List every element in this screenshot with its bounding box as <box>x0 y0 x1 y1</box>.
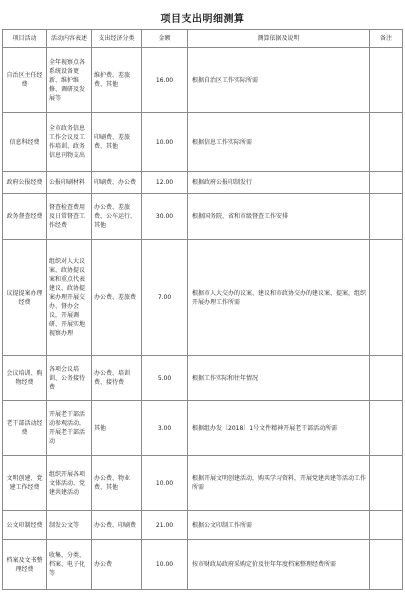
row-note <box>370 540 403 590</box>
header-activity: 项目活动 <box>3 30 47 48</box>
row-content: 全市政务信息工作会议及工作培训、政务信息刊物支出 <box>47 113 92 172</box>
row-category: 维护费、差旅费、其他 <box>92 48 142 113</box>
row-content: 组织开展各项文体活动、党建共建活动 <box>47 456 92 511</box>
row-amount: 7.00 <box>142 240 188 356</box>
row-category: 印刷费、差旅费、其他 <box>92 113 142 172</box>
row-basis: 根据国务院、省和市级督查工作安排 <box>188 194 370 240</box>
row-note <box>370 401 403 456</box>
row-basis: 根据政府公报印制发行 <box>188 172 370 194</box>
row-amount: 10.00 <box>142 456 188 511</box>
table-row <box>3 540 403 590</box>
header-category: 支出经济分类 <box>92 30 142 48</box>
row-content: 开展老干部活动参观活动，开展老干部活动 <box>47 401 92 456</box>
row-amount: 10.00 <box>142 540 188 590</box>
document-title: 项目支出明细测算 <box>160 14 245 25</box>
row-category: 办公费、差旅费、公车运行、其他 <box>92 194 142 240</box>
table-row <box>3 356 403 401</box>
header-content: 活动内容表述 <box>47 30 92 48</box>
row-category: 办公费 <box>92 540 142 590</box>
row-basis: 根据工作实际和往年情况 <box>188 356 370 401</box>
table-row <box>3 456 403 511</box>
row-name: 公文印制经费 <box>3 511 47 540</box>
expense-table <box>2 29 403 590</box>
row-name: 议提提案办理经费 <box>3 240 47 356</box>
row-amount: 10.00 <box>142 113 188 172</box>
row-note <box>370 356 403 401</box>
row-content: 各项会议培训、公务接待费 <box>47 356 92 401</box>
row-content: 全年视察点各系统设备更新、维护维修、调研及发展等 <box>47 48 92 113</box>
table-row <box>3 172 403 194</box>
row-note <box>370 240 403 356</box>
row-category: 印刷费、办公费 <box>92 172 142 194</box>
table-row <box>3 401 403 456</box>
row-basis: 根据市人大交办的议案、建议和市政协交办的建议案、提案，组织开展办理工作所需 <box>188 240 370 356</box>
row-amount: 5.00 <box>142 356 188 401</box>
row-note <box>370 113 403 172</box>
row-category: 办公费、培训费、接待费 <box>92 356 142 401</box>
table-row <box>3 48 403 113</box>
row-content: 督查检查费用及日常督查工作经费 <box>47 194 92 240</box>
row-name: 信息科经费 <box>3 113 47 172</box>
row-amount: 30.00 <box>142 194 188 240</box>
row-name: 自治区主任经费 <box>3 48 47 113</box>
row-amount: 12.00 <box>142 172 188 194</box>
row-note <box>370 172 403 194</box>
row-content: 公报印刷材料 <box>47 172 92 194</box>
header-amount: 金额 <box>142 30 188 48</box>
header-basis: 测算依据及说明 <box>188 30 370 48</box>
row-content: 收集、分类、档案、电子化等 <box>47 540 92 590</box>
row-amount: 3.00 <box>142 401 188 456</box>
row-note <box>370 511 403 540</box>
row-category: 办公费、差旅费 <box>92 240 142 356</box>
table-row <box>3 194 403 240</box>
row-basis: 根据公文印制工作所需 <box>188 511 370 540</box>
row-amount: 21.00 <box>142 511 188 540</box>
table-row <box>3 240 403 356</box>
row-content: 组织对人大议案、政协提议案和重点代表建议、政协提案办理开展交办、督办会议，开展调研、开展实地视察办理 <box>47 240 92 356</box>
row-basis: 根据信息工作实际所需 <box>188 113 370 172</box>
row-name: 政府公报经费 <box>3 172 47 194</box>
table-header-row <box>3 30 403 48</box>
row-name: 政务督查经费 <box>3 194 47 240</box>
row-basis: 按市财政局政府采购定价及往年年度档案整理经费所需 <box>188 540 370 590</box>
row-name: 会议培训、购物经费 <box>3 356 47 401</box>
row-category: 其他 <box>92 401 142 456</box>
row-name: 档案及文书整理经费 <box>3 540 47 590</box>
row-amount: 16.00 <box>142 48 188 113</box>
row-name: 老干部活动经费 <box>3 401 47 456</box>
table-row <box>3 511 403 540</box>
row-note <box>370 194 403 240</box>
row-basis: 根据开展文明创建活动，购买学习资料，开展党建共建等活动工作所需 <box>188 456 370 511</box>
table-row <box>3 113 403 172</box>
row-category: 办公费、物业费、其他 <box>92 456 142 511</box>
row-content: 制发公文等 <box>47 511 92 540</box>
row-basis: 根据组办发〔2018〕1号文件精神开展老干部活动所需 <box>188 401 370 456</box>
row-note <box>370 456 403 511</box>
header-note: 备注 <box>370 30 403 48</box>
row-note <box>370 48 403 113</box>
row-name: 文明创建、党建工作经费 <box>3 456 47 511</box>
row-category: 办公费、印刷费 <box>92 511 142 540</box>
row-basis: 根据自治区工作实际所需 <box>188 48 370 113</box>
